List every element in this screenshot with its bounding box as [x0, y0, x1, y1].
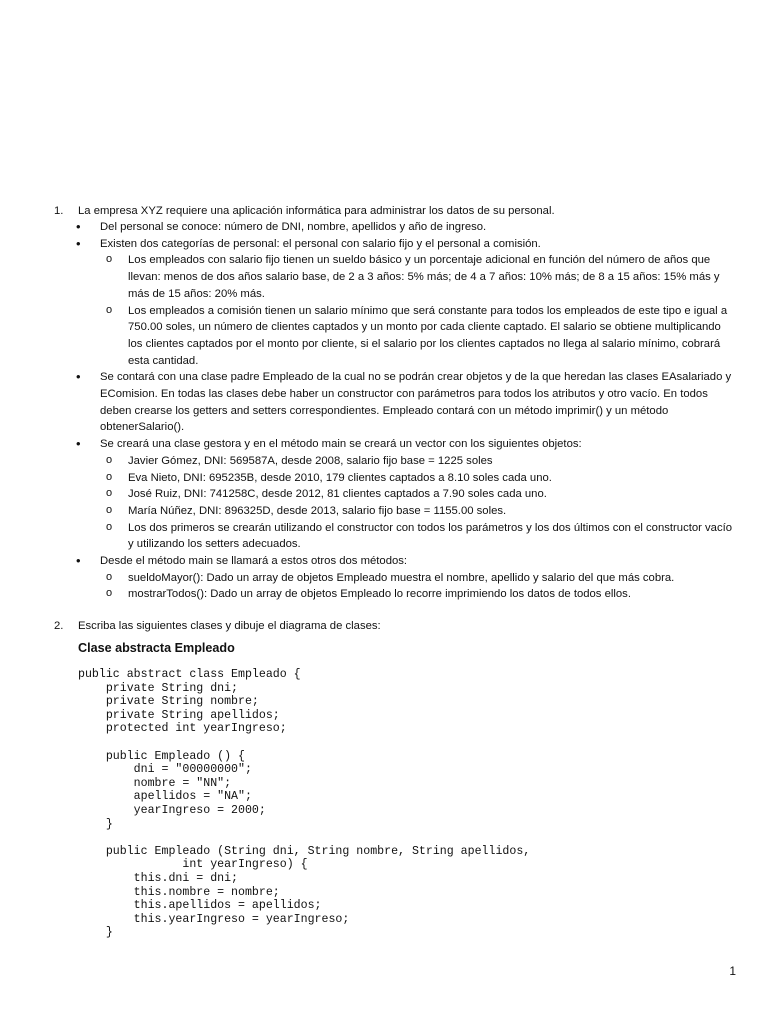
- question-text: La empresa XYZ requiere una aplicación informática para administrar los datos de su personal.: [78, 205, 555, 217]
- bullet-item: • Existen dos categorías de personal: el personal con salario fijo y el personal a comisión. o Los empleados con salario fijo tienen un sueldo básico y un porcentaje adicional en función del número de años que llevan: menos de dos años salario base, de 2 a 3 años: 5% más; de 4 a 7 años: 10% más; de 8 a 15 años: 15% más y más de 15 años: 20% más. o Los empleados a comisión tienen un salario mínimo que será constante para todos los empleados de este tipo e igual a 750.00 soles, un número de clientes captados y un monto por cada cliente captado. El salario se obtiene multiplicando los clientes captados por el monto por cliente, si el salario por los clientes captados no llega al salario mínimo, cobrará esta cantidad.: [54, 236, 734, 370]
- question-number: 1.: [54, 205, 64, 217]
- sub-list: [100, 252, 734, 369]
- code-block: public abstract class Empleado { private String dni; private String nombre; private String apellidos; protected int yearIngreso; public Empleado () { dni = "00000000"; nombre = "NN"; apellidos = "NA"; yearIngreso = 2000; } public Empleado (String dni, String nombre, String apellidos, int yearIngreso) { this.dni = dni; this.nombre = nombre; this.apellidos = apellidos; this.yearIngreso = yearIngreso; }: [78, 668, 531, 940]
- question-text: Escriba las siguientes clases y dibuje el diagrama de clases:: [78, 620, 381, 632]
- page-number: 1: [729, 964, 736, 978]
- section-title: Clase abstracta Empleado: [78, 641, 235, 655]
- sub-bullet-item: o Los empleados con salario fijo tienen un sueldo básico y un porcentaje adicional en función del número de años que llevan: menos de dos años salario base, de 2 a 3 años: 5% más; de 4 a 7 años: 10% más; de 8 a 15 años: 15% más y más de 15 años: 20% más.: [100, 252, 734, 302]
- bullet-item: • Se contará con una clase padre Empleado de la cual no se podrán crear objetos y de la que heredan las clases EAsalariado y EComision. En todas las clases debe haber un constructor con parámetros para todos los atributos y otro vacío. En todos deben crearse los getters and setters correspondientes. Empleado contará con un método imprimir() y un método obtenerSalario().: [54, 369, 734, 436]
- sub-list: [100, 570, 734, 603]
- bullet-item: • Desde el método main se llamará a estos otros dos métodos: o sueldoMayor(): Dado un array de objetos Empleado muestra el nombre, apellido y salario del que más cobra. o mostrarTodos(): Dado un array de objetos Empleado lo recorre imprimiendo los datos de todos ellos.: [54, 553, 734, 603]
- sub-bullet-item: o mostrarTodos(): Dado un array de objetos Empleado lo recorre imprimiendo los datos de todos ellos.: [100, 586, 734, 603]
- bullet-item: • Del personal se conoce: número de DNI, nombre, apellidos y año de ingreso.: [54, 219, 734, 236]
- sub-list: [100, 453, 734, 553]
- sub-bullet-item: o María Núñez, DNI: 896325D, desde 2013, salario fijo base = 1155.00 soles.: [100, 503, 734, 520]
- sub-bullet-item: o Eva Nieto, DNI: 695235B, desde 2010, 179 clientes captados a 8.10 soles cada uno.: [100, 470, 734, 487]
- question-1-bullets: [54, 219, 734, 603]
- question-number: 2.: [54, 620, 64, 632]
- sub-bullet-item: o Los dos primeros se crearán utilizando el constructor con todos los parámetros y los dos últimos con el constructor vacío y utilizando los setters adecuados.: [100, 520, 734, 553]
- sub-bullet-item: o José Ruiz, DNI: 741258C, desde 2012, 81 clientes captados a 7.90 soles cada uno.: [100, 486, 734, 503]
- sub-bullet-item: o Javier Gómez, DNI: 569587A, desde 2008, salario fijo base = 1225 soles: [100, 453, 734, 470]
- sub-bullet-item: o Los empleados a comisión tienen un salario mínimo que será constante para todos los empleados de este tipo e igual a 750.00 soles, un número de clientes captados y un monto por cada cliente captado. El salario se obtiene multiplicando los clientes captados por el monto por cliente, si el salario por los clientes captados no llega al salario mínimo, cobrará esta cantidad.: [100, 303, 734, 370]
- sub-bullet-item: o sueldoMayor(): Dado un array de objetos Empleado muestra el nombre, apellido y salario del que más cobra.: [100, 570, 734, 587]
- bullet-item: • Se creará una clase gestora y en el método main se creará un vector con los siguientes objetos: o Javier Gómez, DNI: 569587A, desde 2008, salario fijo base = 1225 soles o Eva Nieto, DNI: 695235B, desde 2010, 179 clientes captados a 8.10 soles cada uno. o José Ruiz, DNI: 741258C, desde 2012, 81 clientes captados a 7.90 soles cada uno. o María Núñez, DNI: 896325D, desde 2013, salario fijo base = 1155.00 soles. o Los dos primeros se crearán utilizando el constructor con todos los parámetros y los dos últimos con el constructor vacío y utilizando los setters adecuados.: [54, 436, 734, 553]
